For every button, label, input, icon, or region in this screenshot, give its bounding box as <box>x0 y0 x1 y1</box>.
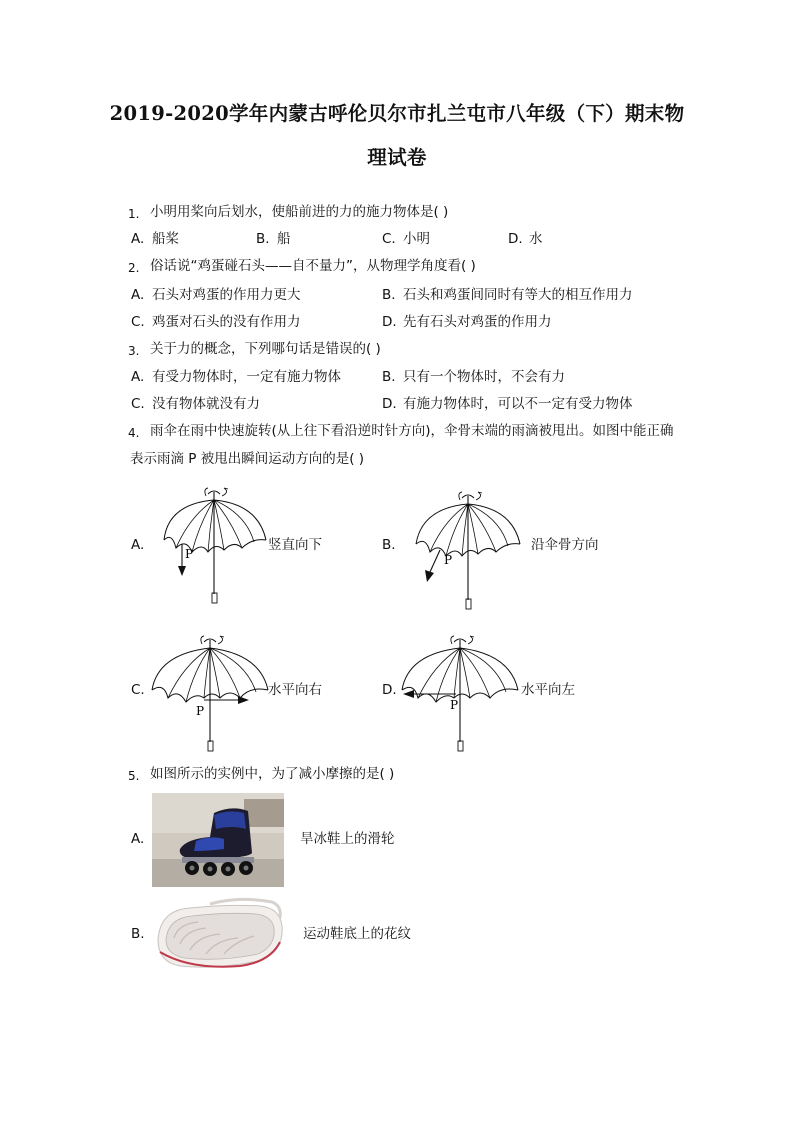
question-stem: 俗话说“鸡蛋碰石头——自不量力”，从物理学角度看( ) <box>150 258 476 274</box>
option-letter: A. <box>131 537 145 553</box>
question-stem: 如图所示的实例中，为了减小摩擦的是( ) <box>150 766 395 782</box>
option-letter: A. <box>131 831 145 847</box>
shoe-sole-photo <box>150 896 286 972</box>
question-number: 1. <box>128 207 140 221</box>
option-text: 水平向右 <box>268 682 322 698</box>
umbrella-diagram-c <box>148 632 272 756</box>
point-label: P <box>450 698 459 712</box>
option-text: 运动鞋底上的花纹 <box>303 926 411 942</box>
option-letter: C. <box>382 231 396 247</box>
option-letter: C. <box>131 396 145 412</box>
option-text: 小明 <box>403 231 430 247</box>
umbrella-diagram-a <box>150 486 270 606</box>
question-stem: 关于力的概念，下列哪句话是错误的( ) <box>150 341 381 357</box>
umbrella-diagram-b <box>406 488 526 613</box>
option-text: 鸡蛋对石头的没有作用力 <box>152 314 301 330</box>
option-letter: D. <box>382 314 397 330</box>
point-label: P <box>196 704 205 718</box>
question-stem: 表示雨滴 P 被甩出瞬间运动方向的是( ) <box>130 451 365 467</box>
option-text: 石头和鸡蛋间同时有等大的相互作用力 <box>403 287 633 303</box>
option-text: 船桨 <box>152 231 179 247</box>
option-letter: D. <box>382 682 397 698</box>
option-text: 水 <box>529 231 543 247</box>
option-text: 水平向左 <box>521 682 575 698</box>
umbrella-diagram-d <box>398 632 522 756</box>
option-text: 有受力物体时，一定有施力物体 <box>152 369 341 385</box>
question-stem: 小明用桨向后划水，使船前进的力的施力物体是( ) <box>150 204 449 220</box>
page-title-line2: 理试卷 <box>367 146 427 169</box>
option-letter: C. <box>131 682 145 698</box>
option-text: 先有石头对鸡蛋的作用力 <box>403 314 552 330</box>
option-letter: D. <box>382 396 397 412</box>
option-text: 石头对鸡蛋的作用力更大 <box>152 287 301 303</box>
question-number: 5. <box>128 769 140 783</box>
option-text: 没有物体就没有力 <box>152 396 260 412</box>
option-letter: B. <box>382 287 396 303</box>
option-letter: D. <box>508 231 523 247</box>
question-stem: 雨伞在雨中快速旋转(从上往下看沿逆时针方向)，伞骨末端的雨滴被甩出。如图中能正确 <box>150 423 674 439</box>
option-text: 有施力物体时，可以不一定有受力物体 <box>403 396 633 412</box>
question-number: 4. <box>128 426 140 440</box>
option-letter: A. <box>131 287 145 303</box>
option-letter: B. <box>131 926 145 942</box>
page-title-line1: 2019-2020学年内蒙古呼伦贝尔市扎兰屯市八年级（下）期末物 <box>109 102 685 125</box>
question-number: 3. <box>128 344 140 358</box>
option-letter: B. <box>382 537 396 553</box>
option-text: 竖直向下 <box>268 537 322 553</box>
option-letter: B. <box>256 231 270 247</box>
option-text: 旱冰鞋上的滑轮 <box>300 831 395 847</box>
option-text: 只有一个物体时，不会有力 <box>403 369 565 385</box>
option-letter: A. <box>131 369 145 385</box>
option-text: 船 <box>277 231 291 247</box>
point-label: P <box>444 553 453 567</box>
option-letter: B. <box>382 369 396 385</box>
option-letter: C. <box>131 314 145 330</box>
point-label: P <box>185 547 194 561</box>
inline-skate-photo <box>152 793 284 887</box>
option-letter: A. <box>131 231 145 247</box>
question-number: 2. <box>128 261 140 275</box>
option-text: 沿伞骨方向 <box>531 537 599 553</box>
